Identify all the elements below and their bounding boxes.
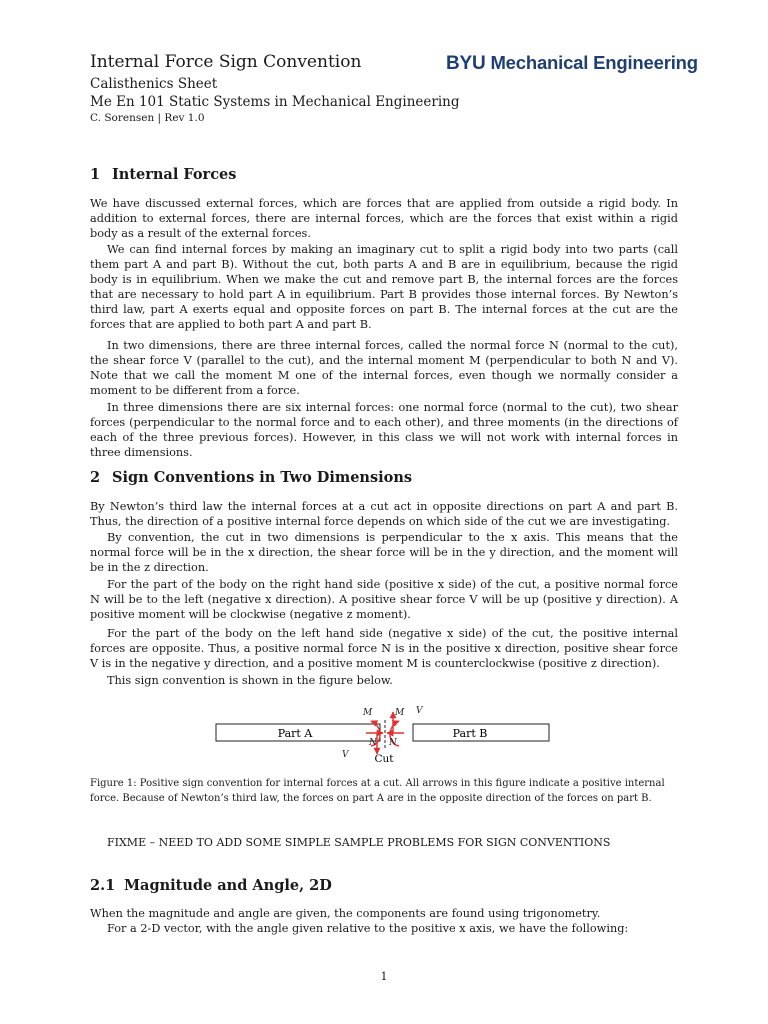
paragraph: We have discussed external forces, which are forces that are applied from outside a rigid body. In addition to external forces, there are internal forces, which are the forces that exist within a rigid body as a result of the external forces. [90, 197, 678, 241]
part-a-label: Part A [277, 727, 313, 740]
section-title: Internal Forces [112, 166, 237, 183]
subtitle-sheet: Calisthenics Sheet [90, 76, 218, 92]
paragraph: By Newton’s third law the internal forces at a cut act in opposite directions on part A and part B. Thus, the direction of a positive internal force depends on which side of the cut we are investigating. [90, 500, 678, 529]
figure-caption: Figure 1: Positive sign convention for internal forces at a cut. All arrows in this figure indicate a positive internal force. Because of Newton’s third law, the forces on part A are in the opposite direction of the forces on part B. [90, 778, 665, 804]
paragraph: In two dimensions, there are three internal forces, called the normal force N (normal to the cut), the shear force V (parallel to the cut), and the internal moment M (perpendicular to both N and V). Note that we call the moment M one of the internal forces, even though we normally consider a moment to be different from a force. [90, 339, 678, 398]
paragraph: For a 2-D vector, with the angle given relative to the positive x axis, we have the following: [107, 922, 629, 935]
paragraph: For the part of the body on the right hand side (positive x side) of the cut, a positive normal force N will be to the left (negative x direction). A positive shear force V will be up (positive y direction). A positive moment will be clockwise (negative z moment). [90, 578, 678, 622]
brand-logo [446, 52, 698, 75]
brand-logo-text: Mechanical Engineering [490, 52, 698, 73]
section-2-1-heading [90, 877, 332, 894]
sign-convention-figure [200, 700, 570, 768]
section-number: 1 [90, 166, 101, 183]
author-revision: C. Sorensen | Rev 1.0 [90, 112, 205, 124]
paragraph: This sign convention is shown in the figure below. [107, 674, 393, 687]
subtitle-course: Me En 101 Static Systems in Mechanical Engineering [90, 94, 460, 110]
brand-logo-byu: BYU [446, 53, 486, 74]
paragraph: By convention, the cut in two dimensions is perpendicular to the x axis. This means that the normal force will be in the x direction, the shear force will be in the y direction, and the moment will be in the z direction. [90, 531, 678, 575]
section-title: Magnitude and Angle, 2D [124, 877, 332, 894]
shear-label-a: V [342, 750, 349, 760]
section-1-heading [90, 166, 236, 183]
section-2-heading [90, 469, 412, 486]
moment-label-a: M [363, 708, 373, 718]
paragraph: We can find internal forces by making an imaginary cut to split a rigid body into two parts (call them part A and part B). Without the cut, both parts A and B are in equilibrium, because the rigid body is in equilibrium. When we make the cut and remove part B, the internal forces are the forces that are necessary to hold part A in equilibrium. Part B provides those internal forces. By Newton’s third law, part A exerts equal and opposite forces on part B. The internal forces at the cut are the forces that are applied to both part A and part B. [90, 243, 678, 332]
normal-label-a: N [369, 738, 377, 748]
fixme-note: FIXME – NEED TO ADD SOME SIMPLE SAMPLE PROBLEMS FOR SIGN CONVENTIONS [107, 836, 611, 849]
part-b-label: Part B [452, 727, 488, 740]
cut-label: Cut [374, 753, 394, 765]
section-number: 2.1 [90, 877, 116, 894]
section-number: 2 [90, 469, 101, 486]
paragraph: When the magnitude and angle are given, the components are found using trigonometry. [90, 907, 601, 920]
document-title: Internal Force Sign Convention [90, 52, 362, 72]
moment-label-b: M [395, 708, 405, 718]
paragraph: In three dimensions there are six internal forces: one normal force (normal to the cut), two shear forces (perpendicular to the normal force and to each other), and three moments (in the directions of each of the three previous forces). However, in this class we will not work with internal forces in three dimensions. [90, 401, 678, 460]
paragraph: For the part of the body on the left hand side (negative x side) of the cut, the positive internal forces are opposite. Thus, a positive normal force N is in the positive x direction, positive shear force V is in the negative y direction, and a positive moment M is counterclockwise (positive z direction). [90, 627, 678, 671]
section-title: Sign Conventions in Two Dimensions [112, 469, 413, 486]
normal-label-b: N [389, 738, 397, 748]
shear-label-b: V [416, 706, 423, 716]
page-number: 1 [380, 970, 388, 983]
